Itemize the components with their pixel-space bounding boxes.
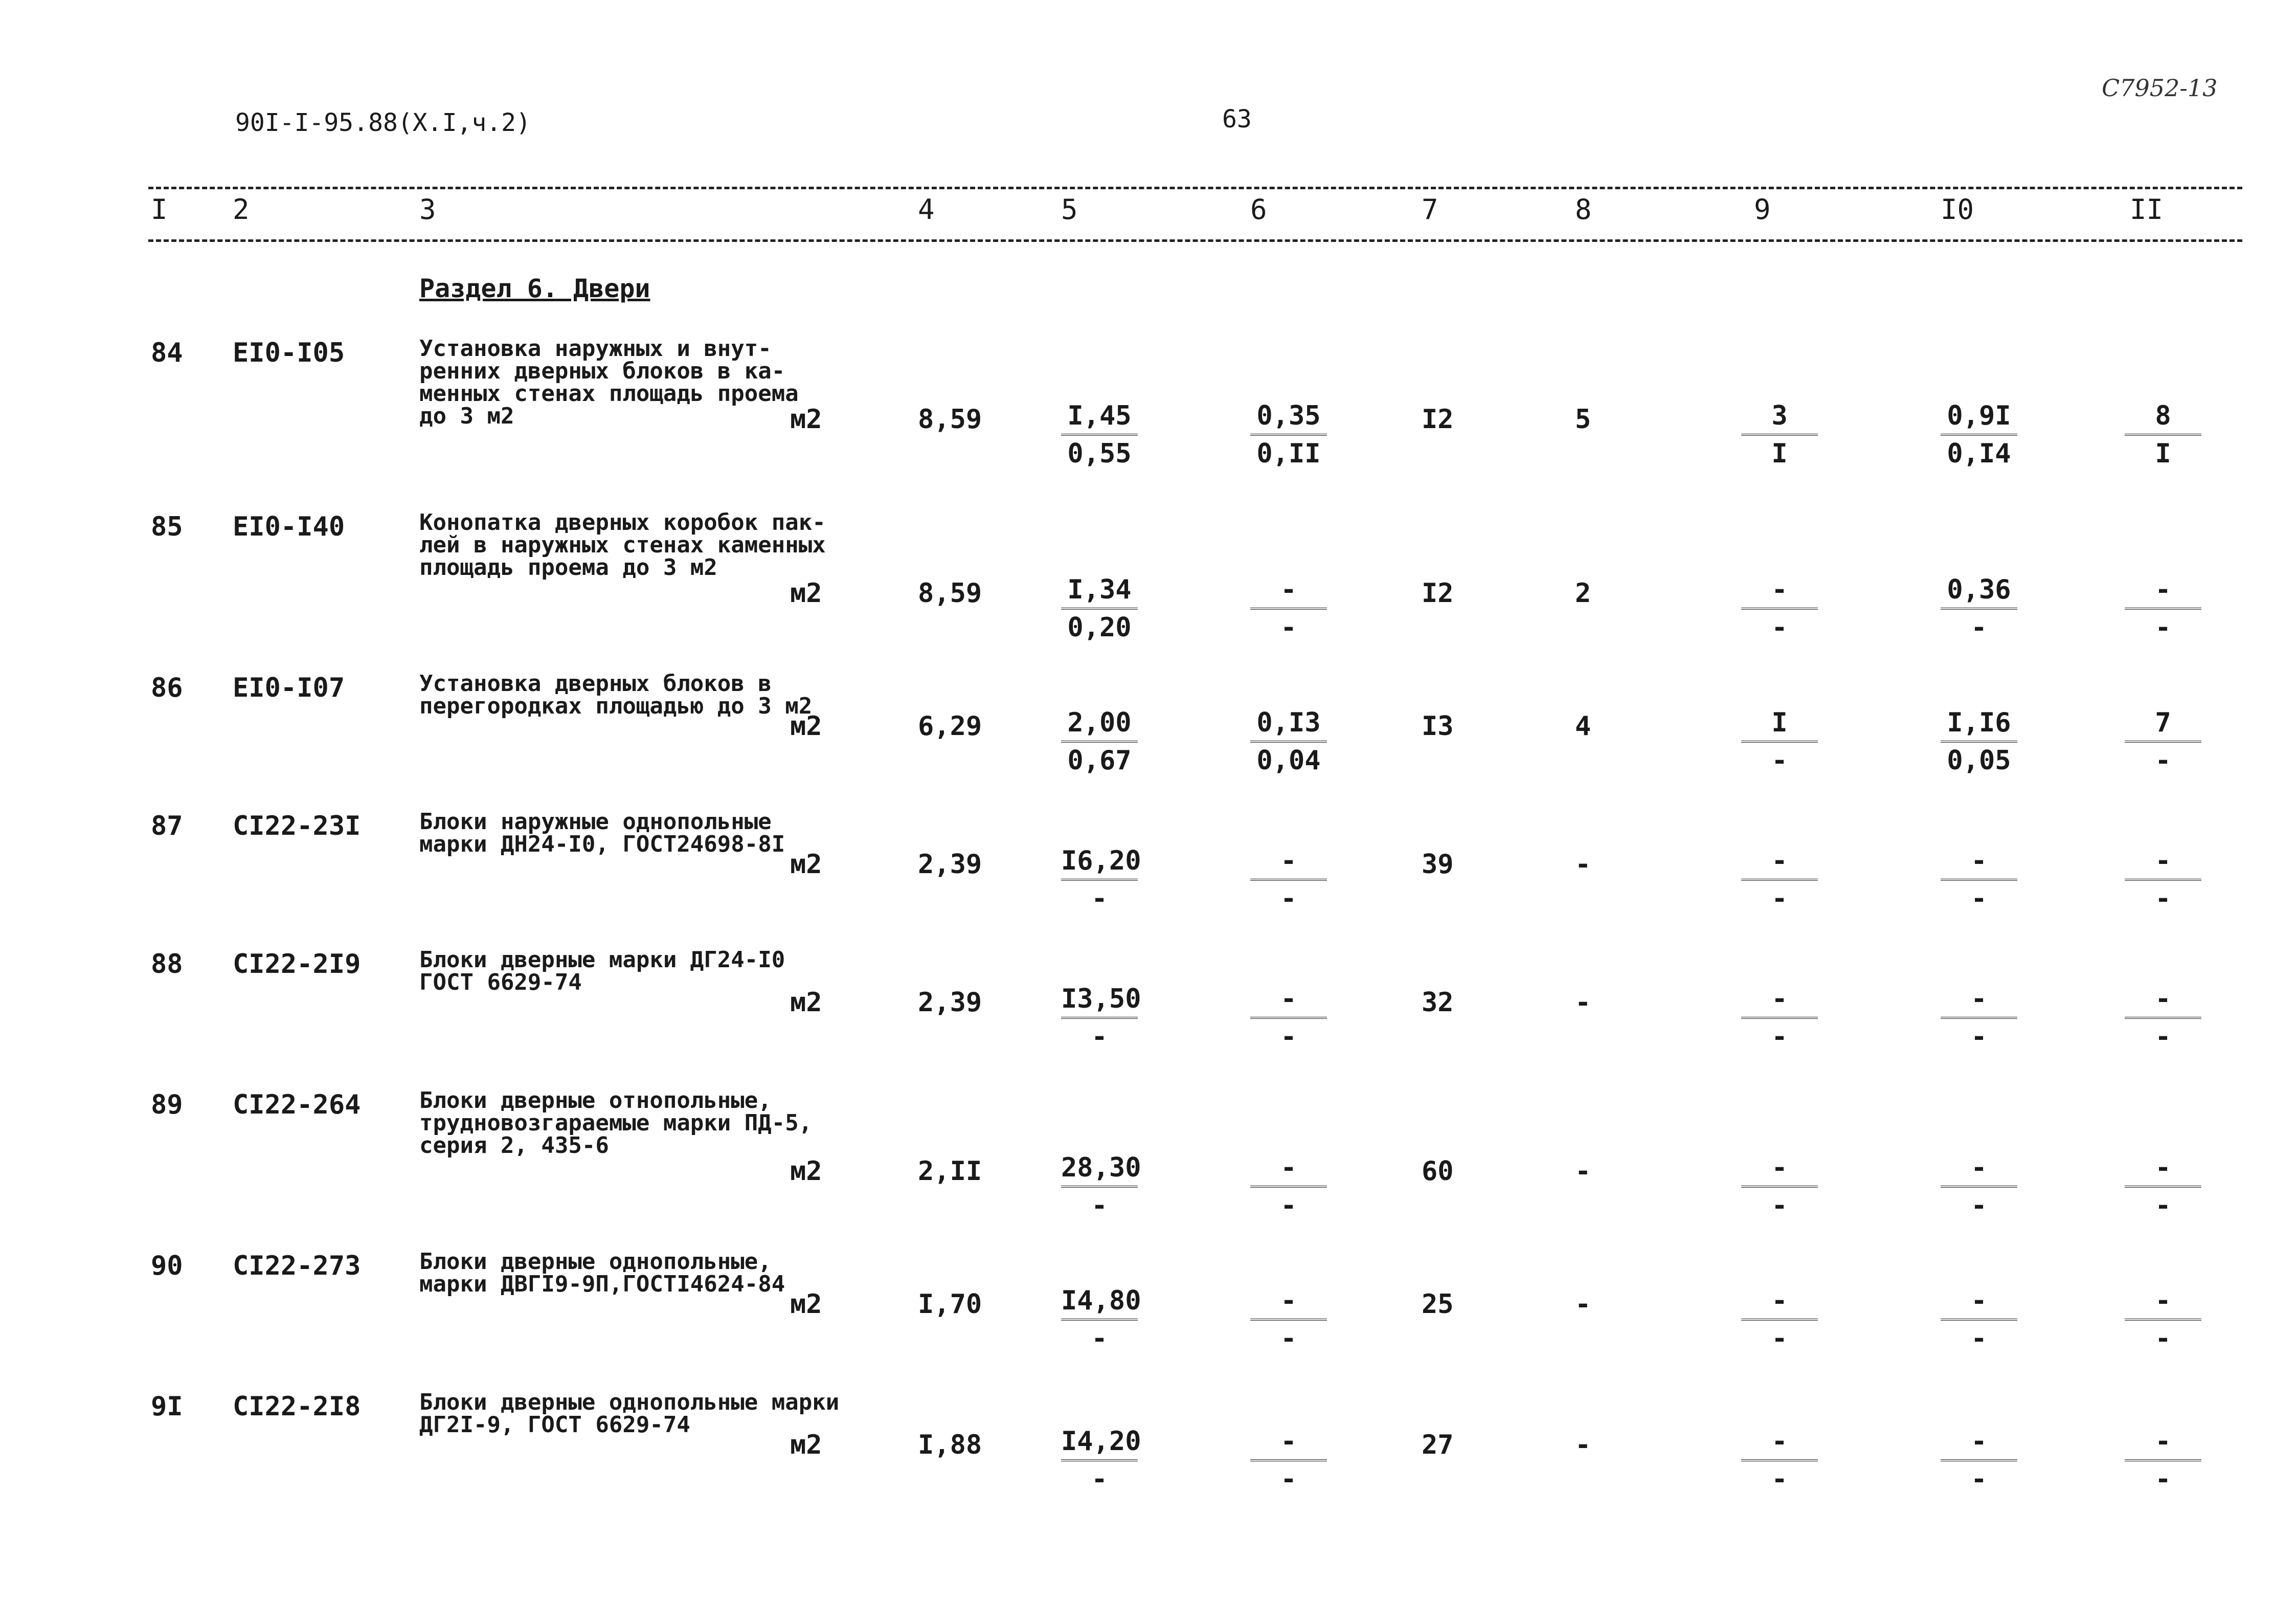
fraction-col10-denominator: - [1971, 883, 1987, 914]
fraction-col9-denominator: - [1771, 612, 1788, 643]
fraction-col9-numerator: I [1771, 707, 1788, 738]
cost-fraction-col5-numerator: I6,20 [1061, 846, 1141, 876]
cost-fraction-col6-denominator: 0,II [1256, 438, 1321, 469]
column-number-1: I [151, 193, 168, 226]
cost-fraction-col6 [1250, 575, 1327, 642]
fraction-col9-numerator: - [1771, 1426, 1788, 1457]
fraction-col10-denominator: 0,05 [1947, 745, 2011, 776]
work-description: Блоки дверные отнопольные, трудновозгараемые марки ПД-5, серия 2, 435-6 [419, 1087, 813, 1159]
work-description: Установка дверных блоков в перегородках площадью до 3 м2 [419, 671, 813, 719]
cost-fraction-col5 [1061, 1285, 1141, 1354]
cost-fraction-col5-numerator: I3,50 [1061, 984, 1141, 1014]
quantity-value: 2,II [918, 1156, 982, 1187]
fraction-col9-numerator: - [1771, 1152, 1788, 1183]
fraction-col9 [1741, 1427, 1818, 1494]
fraction-col11-denominator: - [2155, 1190, 2171, 1221]
fraction-col10 [1941, 1427, 2017, 1494]
section-title: Раздел 6. Двери [419, 274, 650, 303]
fraction-col10 [1941, 401, 2017, 469]
row-number: 89 [151, 1089, 183, 1120]
fraction-col9-denominator: - [1771, 1021, 1788, 1052]
column-number-3: 3 [419, 193, 436, 226]
fraction-col10-bar [1941, 879, 2017, 881]
cost-fraction-col5-numerator: I,34 [1067, 574, 1132, 605]
fraction-col11-bar [2125, 741, 2201, 743]
unit-of-measure: м2 [790, 987, 822, 1018]
fraction-col10-numerator: - [1971, 1285, 1987, 1316]
fraction-col11-denominator: - [2155, 745, 2171, 776]
value-col8: 4 [1575, 711, 1591, 742]
fraction-col11-denominator: I [2155, 438, 2171, 469]
cost-fraction-col5-denominator: 0,20 [1067, 612, 1132, 643]
cost-fraction-col5-bar [1061, 1017, 1138, 1019]
fraction-col11-bar [2125, 608, 2201, 610]
fraction-col9-bar [1741, 1186, 1818, 1188]
value-col7: I2 [1422, 404, 1454, 435]
cost-fraction-col6-denominator: - [1280, 1021, 1297, 1052]
norm-code: EI0-I40 [233, 511, 345, 542]
fraction-col11 [2125, 575, 2201, 642]
work-description: Установка наружных и внут- ренних дверных блоков в ка- менных стенах площадь проема до 3 м2 [419, 336, 799, 429]
quantity-value: 2,39 [918, 849, 982, 880]
cost-fraction-col6 [1250, 1153, 1327, 1220]
value-col7: I2 [1422, 578, 1454, 609]
value-col8: 5 [1575, 404, 1591, 435]
cost-fraction-col6-denominator: 0,04 [1256, 745, 1321, 776]
fraction-col9-bar [1741, 608, 1818, 610]
column-number-6: 6 [1250, 193, 1267, 226]
cost-fraction-col5-denominator: 0,55 [1067, 438, 1132, 469]
archive-stamp: С7952-13 [2102, 74, 2218, 102]
fraction-col9-denominator: - [1771, 883, 1788, 914]
cost-fraction-col5-bar [1061, 434, 1138, 436]
cost-fraction-col5-bar [1061, 1186, 1138, 1188]
fraction-col10 [1941, 1286, 2017, 1353]
cost-fraction-col5 [1061, 1426, 1141, 1495]
cost-fraction-col5-numerator: I,45 [1067, 400, 1132, 431]
fraction-col11-bar [2125, 1186, 2201, 1188]
cost-fraction-col6 [1250, 708, 1327, 775]
cost-fraction-col5-numerator: I4,80 [1061, 1285, 1141, 1316]
cost-fraction-col6-numerator: 0,35 [1256, 400, 1321, 431]
cost-fraction-col6-denominator: - [1280, 612, 1297, 643]
fraction-col11-numerator: 8 [2155, 400, 2171, 431]
norm-code: CI22-264 [233, 1089, 361, 1120]
page-number: 63 [1222, 105, 1252, 134]
quantity-value: 8,59 [918, 578, 982, 609]
fraction-col11-denominator: - [2155, 612, 2171, 643]
fraction-col9 [1741, 1153, 1818, 1220]
fraction-col10-numerator: I,I6 [1947, 707, 2011, 738]
cost-fraction-col6-bar [1250, 1017, 1327, 1019]
cost-fraction-col5 [1061, 984, 1141, 1052]
row-number: 87 [151, 811, 183, 841]
fraction-col10-numerator: - [1971, 1152, 1987, 1183]
cost-fraction-col5-numerator: 2,00 [1067, 707, 1132, 738]
fraction-col10-denominator: - [1971, 1323, 1987, 1354]
cost-fraction-col6 [1250, 1427, 1327, 1494]
unit-of-measure: м2 [790, 404, 822, 435]
cost-fraction-col5 [1061, 575, 1138, 642]
cost-fraction-col6 [1250, 1286, 1327, 1353]
fraction-col10-numerator: 0,9I [1947, 400, 2011, 431]
fraction-col9 [1741, 401, 1818, 469]
fraction-col10-numerator: - [1971, 984, 1987, 1014]
fraction-col11-numerator: - [2155, 984, 2171, 1014]
fraction-col11-bar [2125, 1459, 2201, 1461]
fraction-col11 [2125, 1286, 2201, 1353]
cost-fraction-col5-bar [1061, 1319, 1138, 1321]
quantity-value: I,88 [918, 1430, 982, 1460]
fraction-col9-numerator: - [1771, 1285, 1788, 1316]
fraction-col9 [1741, 708, 1818, 775]
fraction-col10 [1941, 846, 2017, 914]
fraction-col11-numerator: 7 [2155, 707, 2171, 738]
fraction-col11-denominator: - [2155, 1464, 2171, 1495]
column-number-7: 7 [1422, 193, 1438, 226]
fraction-col11 [2125, 1153, 2201, 1220]
fraction-col9-numerator: - [1771, 984, 1788, 1014]
fraction-col10-denominator: - [1971, 1021, 1987, 1052]
cost-fraction-col5-bar [1061, 608, 1138, 610]
value-col8: - [1575, 987, 1591, 1018]
fraction-col11 [2125, 1427, 2201, 1494]
fraction-col9 [1741, 846, 1818, 914]
quantity-value: I,70 [918, 1289, 982, 1320]
cost-fraction-col6 [1250, 984, 1327, 1052]
fraction-col10-bar [1941, 434, 2017, 436]
fraction-col11-numerator: - [2155, 1426, 2171, 1457]
cost-fraction-col5-denominator: - [1091, 883, 1108, 914]
fraction-col9-bar [1741, 1459, 1818, 1461]
cost-fraction-col6-bar [1250, 879, 1327, 881]
fraction-col11 [2125, 708, 2201, 775]
cost-fraction-col6-denominator: - [1280, 883, 1297, 914]
cost-fraction-col5-numerator: 28,30 [1061, 1152, 1141, 1183]
fraction-col11 [2125, 846, 2201, 914]
cost-fraction-col6-bar [1250, 434, 1327, 436]
work-description: Блоки дверные марки ДГ24-I0 ГОСТ 6629-74 [419, 947, 785, 995]
work-description: Блоки дверные однопольные марки ДГ2I-9, ГОСТ 6629-74 [419, 1389, 840, 1438]
cost-fraction-col5-bar [1061, 879, 1138, 881]
fraction-col10 [1941, 575, 2017, 642]
cost-fraction-col6-denominator: - [1280, 1190, 1297, 1221]
fraction-col9-bar [1741, 434, 1818, 436]
fraction-col10 [1941, 1153, 2017, 1220]
fraction-col11-bar [2125, 434, 2201, 436]
fraction-col11-bar [2125, 1017, 2201, 1019]
value-col8: - [1575, 1430, 1591, 1460]
column-number-9: 9 [1754, 193, 1771, 226]
unit-of-measure: м2 [790, 578, 822, 609]
work-description: Блоки дверные однопольные, марки ДВГI9-9П,ГОСТI4624-84 [419, 1249, 785, 1297]
unit-of-measure: м2 [790, 711, 822, 742]
value-col8: - [1575, 849, 1591, 880]
work-description: Конопатка дверных коробок пак- лей в наружных стенах каменных площадь проема до 3 м2 [419, 509, 826, 581]
header-bottom-rule [148, 239, 2242, 242]
norm-code: CI22-23I [233, 811, 361, 841]
cost-fraction-col6-numerator: - [1280, 1285, 1297, 1316]
cost-fraction-col5-denominator: 0,67 [1067, 745, 1132, 776]
value-col7: 39 [1422, 849, 1454, 880]
cost-fraction-col6-numerator: - [1280, 1152, 1297, 1183]
fraction-col10-numerator: 0,36 [1947, 574, 2011, 605]
value-col7: 32 [1422, 987, 1454, 1018]
cost-fraction-col6-bar [1250, 1186, 1327, 1188]
cost-fraction-col6-bar [1250, 741, 1327, 743]
fraction-col10 [1941, 708, 2017, 775]
norm-code: CI22-2I9 [233, 949, 361, 980]
fraction-col10-bar [1941, 1459, 2017, 1461]
row-number: 88 [151, 949, 183, 980]
quantity-value: 2,39 [918, 987, 982, 1018]
cost-fraction-col5-denominator: - [1091, 1021, 1108, 1052]
unit-of-measure: м2 [790, 849, 822, 880]
row-number: 85 [151, 511, 183, 542]
fraction-col10-denominator: - [1971, 612, 1987, 643]
fraction-col9-numerator: - [1771, 574, 1788, 605]
fraction-col10-numerator: - [1971, 846, 1987, 876]
cost-fraction-col5-numerator: I4,20 [1061, 1426, 1141, 1457]
fraction-col9-denominator: - [1771, 1464, 1788, 1495]
work-description: Блоки наружные однопольные марки ДН24-I0, ГОСТ24698-8I [419, 809, 785, 857]
cost-fraction-col5-denominator: - [1091, 1190, 1108, 1221]
norm-code: EI0-I05 [233, 338, 345, 368]
fraction-col9-numerator: - [1771, 846, 1788, 876]
cost-fraction-col5-denominator: - [1091, 1323, 1108, 1354]
fraction-col10-bar [1941, 741, 2017, 743]
value-col7: 60 [1422, 1156, 1454, 1187]
cost-fraction-col6-bar [1250, 1459, 1327, 1461]
cost-fraction-col6-numerator: - [1280, 984, 1297, 1014]
column-number-4: 4 [918, 193, 935, 226]
cost-fraction-col6-denominator: - [1280, 1323, 1297, 1354]
fraction-col9-denominator: - [1771, 745, 1788, 776]
cost-fraction-col6-bar [1250, 1319, 1327, 1321]
cost-fraction-col6 [1250, 846, 1327, 914]
fraction-col10-denominator: - [1971, 1190, 1987, 1221]
cost-fraction-col5 [1061, 708, 1138, 775]
fraction-col10-numerator: - [1971, 1426, 1987, 1457]
row-number: 90 [151, 1251, 183, 1281]
fraction-col11 [2125, 984, 2201, 1052]
cost-fraction-col5 [1061, 846, 1141, 914]
column-number-8: 8 [1575, 193, 1592, 226]
document-code: 90I-I-95.88(Х.I,ч.2) [235, 108, 531, 137]
value-col8: - [1575, 1156, 1591, 1187]
value-col8: 2 [1575, 578, 1591, 609]
fraction-col9 [1741, 1286, 1818, 1353]
fraction-col10-bar [1941, 1186, 2017, 1188]
unit-of-measure: м2 [790, 1156, 822, 1187]
cost-fraction-col6 [1250, 401, 1327, 469]
unit-of-measure: м2 [790, 1430, 822, 1460]
fraction-col11-numerator: - [2155, 1152, 2171, 1183]
fraction-col11-numerator: - [2155, 1285, 2171, 1316]
fraction-col10-bar [1941, 1319, 2017, 1321]
fraction-col10 [1941, 984, 2017, 1052]
value-col8: - [1575, 1289, 1591, 1320]
cost-fraction-col6-numerator: 0,I3 [1256, 707, 1321, 738]
column-number-10: I0 [1941, 193, 1974, 226]
cost-fraction-col6-denominator: - [1280, 1464, 1297, 1495]
cost-fraction-col5 [1061, 401, 1138, 469]
cost-fraction-col6-numerator: - [1280, 574, 1297, 605]
fraction-col11-denominator: - [2155, 1323, 2171, 1354]
cost-fraction-col5-bar [1061, 741, 1138, 743]
cost-fraction-col5-bar [1061, 1459, 1138, 1461]
unit-of-measure: м2 [790, 1289, 822, 1320]
fraction-col11-denominator: - [2155, 1021, 2171, 1052]
row-number: 86 [151, 673, 183, 703]
value-col7: 27 [1422, 1430, 1454, 1460]
cost-fraction-col6-bar [1250, 608, 1327, 610]
fraction-col9-numerator: 3 [1771, 400, 1788, 431]
fraction-col9-bar [1741, 741, 1818, 743]
column-number-11: II [2130, 193, 2164, 226]
fraction-col11-bar [2125, 879, 2201, 881]
norm-code: EI0-I07 [233, 673, 345, 703]
row-number: 9I [151, 1391, 183, 1422]
fraction-col10-denominator: - [1971, 1464, 1987, 1495]
fraction-col9-denominator: I [1771, 438, 1788, 469]
quantity-value: 8,59 [918, 404, 982, 435]
cost-fraction-col6-numerator: - [1280, 1426, 1297, 1457]
fraction-col11-numerator: - [2155, 846, 2171, 876]
fraction-col11-bar [2125, 1319, 2201, 1321]
fraction-col9-denominator: - [1771, 1190, 1788, 1221]
cost-fraction-col5-denominator: - [1091, 1464, 1108, 1495]
fraction-col11 [2125, 401, 2201, 469]
fraction-col11-denominator: - [2155, 883, 2171, 914]
fraction-col9 [1741, 575, 1818, 642]
fraction-col11-numerator: - [2155, 574, 2171, 605]
cost-fraction-col6-numerator: - [1280, 846, 1297, 876]
norm-code: CI22-273 [233, 1251, 361, 1281]
column-number-5: 5 [1061, 193, 1078, 226]
column-number-2: 2 [233, 193, 250, 226]
value-col7: I3 [1422, 711, 1454, 742]
quantity-value: 6,29 [918, 711, 982, 742]
fraction-col10-denominator: 0,I4 [1947, 438, 2011, 469]
header-top-rule [148, 187, 2242, 189]
cost-fraction-col5 [1061, 1152, 1141, 1221]
fraction-col10-bar [1941, 608, 2017, 610]
fraction-col9-denominator: - [1771, 1323, 1788, 1354]
norm-code: CI22-2I8 [233, 1391, 361, 1422]
fraction-col9-bar [1741, 1017, 1818, 1019]
fraction-col9-bar [1741, 1319, 1818, 1321]
row-number: 84 [151, 338, 183, 368]
fraction-col10-bar [1941, 1017, 2017, 1019]
value-col7: 25 [1422, 1289, 1454, 1320]
fraction-col9-bar [1741, 879, 1818, 881]
fraction-col9 [1741, 984, 1818, 1052]
